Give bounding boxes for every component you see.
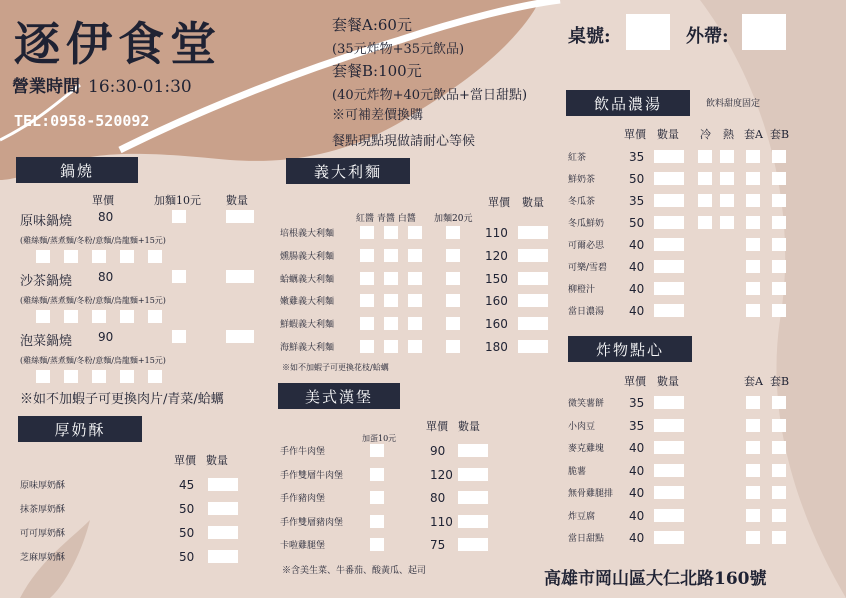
drinks-item-name: 柳橙汁 <box>568 285 596 295</box>
pasta-option-checkbox[interactable] <box>408 272 422 285</box>
hotpot-noodle-checkbox[interactable] <box>92 370 106 383</box>
drinks-item-name: 冬瓜鮮奶 <box>568 219 605 229</box>
snacks-qty-field[interactable] <box>654 396 684 409</box>
pasta-item-price: 160 <box>485 294 508 309</box>
drinks-item-price: 40 <box>629 260 645 274</box>
snacks-qty-field[interactable] <box>654 419 684 432</box>
burger-note: ※含美生菜、牛番茄、酸黃瓜、起司 <box>282 566 427 576</box>
hotpot-noodle-options: (雞絲麵/蒸煮麵/冬粉/意麵/烏龍麵+15元) <box>20 356 166 365</box>
drinks-hot-checkbox[interactable] <box>720 194 734 207</box>
combo-a-detail: (35元炸物+35元飲品) <box>332 42 465 57</box>
hotpot-price-header: 單價 <box>92 194 114 207</box>
drinks-set-a-checkbox[interactable] <box>746 282 760 295</box>
burger-price-header: 單價 <box>426 420 448 433</box>
snacks-item-price: 40 <box>629 486 645 500</box>
toast-item-price: 50 <box>179 502 195 516</box>
drinks-set-a-header: 套A <box>744 128 763 141</box>
pasta-option-checkbox[interactable] <box>360 294 374 307</box>
pasta-item-price: 150 <box>485 271 508 286</box>
pasta-option-checkbox[interactable] <box>408 294 422 307</box>
burger-qty-header: 數量 <box>458 420 480 433</box>
snacks-qty-field[interactable] <box>654 441 684 454</box>
drinks-item-price: 40 <box>629 282 645 296</box>
drinks-set-a-checkbox[interactable] <box>746 194 760 207</box>
burger-qty-field[interactable] <box>458 468 488 481</box>
snacks-item-price: 35 <box>629 396 645 410</box>
takeout-label: 外帶: <box>686 26 729 47</box>
pasta-qty-field[interactable] <box>518 272 548 285</box>
drinks-item-price: 40 <box>629 304 645 318</box>
toast-item-name: 抹茶厚奶酥 <box>20 505 66 515</box>
pasta-price-header: 單價 <box>488 196 510 209</box>
drinks-cold-checkbox[interactable] <box>698 150 712 163</box>
hotpot-noodle-checkbox[interactable] <box>36 250 50 263</box>
snacks-set-b-checkbox[interactable] <box>772 486 786 499</box>
pasta-option-checkbox[interactable] <box>408 226 422 239</box>
drinks-item-name: 紅茶 <box>568 153 587 163</box>
toast-qty-field[interactable] <box>208 502 238 515</box>
hotpot-qty-field[interactable] <box>226 330 254 343</box>
drinks-set-b-checkbox[interactable] <box>772 216 786 229</box>
burger-qty-field[interactable] <box>458 515 488 528</box>
drinks-item-name: 可爾必思 <box>568 241 605 251</box>
snacks-item-price: 40 <box>629 463 645 478</box>
pasta-item-name: 培根義大利麵 <box>280 229 335 239</box>
snacks-set-a-checkbox[interactable] <box>746 419 760 432</box>
burger-header: 美式漢堡 <box>278 383 400 409</box>
pasta-option-checkbox[interactable] <box>384 272 398 285</box>
drinks-item-name: 鮮奶茶 <box>568 175 596 185</box>
burger-qty-field[interactable] <box>458 491 488 504</box>
hotpot-add-noodle-checkbox[interactable] <box>172 210 186 223</box>
drinks-set-a-checkbox[interactable] <box>746 260 760 273</box>
pasta-option-checkbox[interactable] <box>360 226 374 239</box>
drinks-item-name: 當日濃湯 <box>568 307 605 317</box>
drinks-set-b-header: 套B <box>770 128 790 141</box>
burger-item-name: 卡啦雞腿堡 <box>280 541 326 551</box>
drinks-hot-checkbox[interactable] <box>720 172 734 185</box>
snacks-item-name: 當日甜點 <box>568 534 605 544</box>
hotpot-noodle-checkbox[interactable] <box>36 310 50 323</box>
hotpot-item-price: 80 <box>98 270 114 284</box>
hotpot-noodle-checkbox[interactable] <box>92 310 106 323</box>
pasta-option-checkbox[interactable] <box>360 272 374 285</box>
pasta-option-checkbox[interactable] <box>408 340 422 353</box>
snacks-set-b-checkbox[interactable] <box>772 509 786 522</box>
snacks-set-a-header: 套A <box>744 375 763 388</box>
burger-add-egg-checkbox[interactable] <box>370 538 384 551</box>
combo-note-wait: 餐點現點現做請耐心等候 <box>332 134 476 149</box>
snacks-item-name: 無骨雞腿排 <box>568 489 614 499</box>
hotpot-noodle-checkbox[interactable] <box>148 370 162 383</box>
pasta-option-checkbox[interactable] <box>446 226 460 239</box>
pasta-header: 義大利麵 <box>286 158 410 184</box>
burger-item-price: 75 <box>430 538 446 552</box>
drinks-set-b-checkbox[interactable] <box>772 194 786 207</box>
pasta-item-name: 海鮮義大利麵 <box>280 343 335 353</box>
hotpot-item-price: 90 <box>98 330 114 344</box>
drinks-set-a-checkbox[interactable] <box>746 238 760 251</box>
hotpot-noodle-checkbox[interactable] <box>148 250 162 263</box>
drinks-price-header: 單價 <box>624 128 646 141</box>
hotpot-add-noodle-header: 加麵10元 <box>154 194 201 207</box>
hotpot-noodle-checkbox[interactable] <box>64 250 78 263</box>
drinks-set-b-checkbox[interactable] <box>772 150 786 163</box>
hotpot-note: ※如不加蝦子可更換肉片/青菜/蛤蠣 <box>20 392 224 407</box>
toast-qty-field[interactable] <box>208 478 238 491</box>
burger-item-name: 手作雙層豬肉堡 <box>280 517 344 528</box>
burger-item-name: 手作豬肉堡 <box>280 494 326 504</box>
toast-qty-field[interactable] <box>208 526 238 539</box>
burger-add-egg-checkbox[interactable] <box>370 468 384 481</box>
pasta-item-price: 160 <box>485 317 508 332</box>
toast-item-name: 芝麻厚奶酥 <box>20 553 66 563</box>
snacks-header: 炸物點心 <box>568 336 692 362</box>
drinks-set-a-checkbox[interactable] <box>746 216 760 229</box>
toast-item-name: 可可厚奶酥 <box>20 529 66 539</box>
pasta-option-checkbox[interactable] <box>384 340 398 353</box>
pasta-qty-field[interactable] <box>518 340 548 353</box>
pasta-option-checkbox[interactable] <box>384 294 398 307</box>
hotpot-add-noodle-checkbox[interactable] <box>172 330 186 343</box>
hotpot-noodle-checkbox[interactable] <box>64 310 78 323</box>
hotpot-item-name: 原味鍋燒 <box>20 214 73 229</box>
toast-qty-header: 數量 <box>206 454 228 467</box>
hotpot-item-name: 泡菜鍋燒 <box>20 334 73 349</box>
burger-qty-field[interactable] <box>458 444 488 457</box>
hotpot-noodle-checkbox[interactable] <box>120 310 134 323</box>
pasta-item-price: 120 <box>485 248 508 263</box>
pasta-item-price: 110 <box>485 226 508 240</box>
drinks-item-price: 50 <box>629 172 645 186</box>
pasta-qty-field[interactable] <box>518 226 548 239</box>
drinks-set-a-checkbox[interactable] <box>746 172 760 185</box>
combo-b-title: 套餐B:100元 <box>332 62 422 80</box>
pasta-option-checkbox[interactable] <box>408 317 422 330</box>
snacks-qty-field[interactable] <box>654 486 684 499</box>
restaurant-title: 逐伊食堂 <box>14 17 222 71</box>
hotpot-item-name: 沙茶鍋燒 <box>20 274 73 289</box>
hotpot-qty-header: 數量 <box>226 194 248 207</box>
hotpot-noodle-checkbox[interactable] <box>120 370 134 383</box>
drinks-qty-field[interactable] <box>654 172 684 185</box>
snacks-set-a-checkbox[interactable] <box>746 464 760 477</box>
toast-item-price: 50 <box>179 526 195 540</box>
pasta-option-checkbox[interactable] <box>446 294 460 307</box>
drinks-qty-field[interactable] <box>654 282 684 295</box>
drinks-qty-field[interactable] <box>654 238 684 251</box>
drinks-header: 飲品濃湯 <box>566 90 690 116</box>
snacks-item-name: 小肉豆 <box>568 421 596 432</box>
drinks-item-name: 可樂/雪碧 <box>568 263 608 273</box>
pasta-item-name: 蛤蠣義大利麵 <box>280 274 335 285</box>
burger-item-price: 110 <box>430 514 453 529</box>
toast-price-header: 單價 <box>174 454 196 467</box>
pasta-item-price: 180 <box>485 340 508 354</box>
hotpot-noodle-options: (雞絲麵/蒸煮麵/冬粉/意麵/烏龍麵+15元) <box>20 236 166 245</box>
snacks-set-b-checkbox[interactable] <box>772 464 786 477</box>
pasta-sauce-header: 紅醬 青醬 白醬 <box>356 214 416 224</box>
drinks-sugar-note: 飲料甜度固定 <box>706 99 761 109</box>
snacks-set-b-checkbox[interactable] <box>772 396 786 409</box>
toast-item-price: 50 <box>179 550 195 564</box>
hours-value: 16:30-01:30 <box>88 77 192 97</box>
burger-add-egg-checkbox[interactable] <box>370 444 384 457</box>
drinks-qty-field[interactable] <box>654 150 684 163</box>
drinks-item-price: 35 <box>629 150 645 164</box>
snacks-item-price: 40 <box>629 531 645 545</box>
drinks-qty-field[interactable] <box>654 260 684 273</box>
burger-qty-field[interactable] <box>458 538 488 551</box>
snacks-set-b-header: 套B <box>770 375 790 388</box>
table-number-field[interactable] <box>626 14 670 50</box>
snacks-item-name: 麥克雞塊 <box>568 444 605 454</box>
toast-header: 厚奶酥 <box>18 416 142 442</box>
burger-add-egg-checkbox[interactable] <box>370 515 384 528</box>
combo-a-title: 套餐A:60元 <box>332 16 412 34</box>
snacks-item-price: 35 <box>629 418 645 433</box>
pasta-item-name: 嫩雞義大利麵 <box>280 297 335 308</box>
drinks-set-b-checkbox[interactable] <box>772 282 786 295</box>
business-hours <box>12 72 192 97</box>
drinks-hot-checkbox[interactable] <box>720 216 734 229</box>
phone-number: TEL:0958-520092 <box>14 112 150 130</box>
hotpot-item-price: 80 <box>98 210 114 224</box>
burger-add-egg-checkbox[interactable] <box>370 491 384 504</box>
drinks-qty-field[interactable] <box>654 216 684 229</box>
drinks-item-price: 50 <box>629 216 645 230</box>
pasta-option-checkbox[interactable] <box>384 226 398 239</box>
pasta-item-name: 鮮蝦義大利麵 <box>280 320 335 331</box>
burger-item-name: 手作雙層牛肉堡 <box>280 470 344 481</box>
snacks-item-price: 40 <box>629 508 645 523</box>
pasta-note: ※如不加蝦子可更換花枝/蛤蠣 <box>282 363 389 372</box>
pasta-qty-field[interactable] <box>518 249 548 262</box>
pasta-option-checkbox[interactable] <box>446 272 460 285</box>
toast-item-price: 45 <box>179 478 195 492</box>
snacks-item-name: 微笑薯餅 <box>568 399 605 409</box>
hotpot-noodle-checkbox[interactable] <box>64 370 78 383</box>
drinks-set-a-checkbox[interactable] <box>746 150 760 163</box>
pasta-option-checkbox[interactable] <box>446 249 460 262</box>
pasta-qty-header: 數量 <box>522 196 544 209</box>
snacks-set-a-checkbox[interactable] <box>746 396 760 409</box>
hotpot-noodle-checkbox[interactable] <box>92 250 106 263</box>
hotpot-noodle-checkbox[interactable] <box>36 370 50 383</box>
takeout-field[interactable] <box>742 14 786 50</box>
hotpot-noodle-options: (雞絲麵/蒸煮麵/冬粉/意麵/烏龍麵+15元) <box>20 296 166 305</box>
snacks-qty-field[interactable] <box>654 464 684 477</box>
snacks-set-b-checkbox[interactable] <box>772 531 786 544</box>
burger-add-egg-header: 加蛋10元 <box>362 434 397 443</box>
snacks-qty-header: 數量 <box>657 375 679 388</box>
drinks-set-b-checkbox[interactable] <box>772 304 786 317</box>
snacks-item-name: 脆薯 <box>568 466 587 477</box>
drinks-qty-field[interactable] <box>654 304 684 317</box>
hotpot-noodle-checkbox[interactable] <box>148 310 162 323</box>
snacks-set-b-checkbox[interactable] <box>772 419 786 432</box>
pasta-item-name: 燻腸義大利麵 <box>280 251 335 262</box>
address: 高雄市岡山區大仁北路160號 <box>544 569 767 589</box>
pasta-option-checkbox[interactable] <box>408 249 422 262</box>
hotpot-qty-field[interactable] <box>226 270 254 283</box>
drinks-cold-checkbox[interactable] <box>698 194 712 207</box>
hotpot-header: 鍋燒 <box>16 157 138 183</box>
drinks-item-name: 冬瓜茶 <box>568 197 596 207</box>
drinks-set-a-checkbox[interactable] <box>746 304 760 317</box>
burger-item-price: 90 <box>430 444 446 458</box>
drinks-cold-checkbox[interactable] <box>698 216 712 229</box>
toast-qty-field[interactable] <box>208 550 238 563</box>
pasta-qty-field[interactable] <box>518 317 548 330</box>
snacks-qty-field[interactable] <box>654 509 684 522</box>
snacks-set-a-checkbox[interactable] <box>746 509 760 522</box>
table-number-label: 桌號: <box>568 26 611 47</box>
snacks-qty-field[interactable] <box>654 531 684 544</box>
drinks-item-price: 35 <box>629 194 645 208</box>
pasta-add-noodle-header: 加麵20元 <box>434 214 473 224</box>
burger-item-price: 80 <box>430 491 446 505</box>
snacks-set-a-checkbox[interactable] <box>746 531 760 544</box>
drinks-cold-header: 冷 <box>700 128 711 141</box>
combo-b-detail: (40元炸物+40元飲品+當日甜點) <box>332 88 528 103</box>
pasta-option-checkbox[interactable] <box>446 317 460 330</box>
hotpot-add-noodle-checkbox[interactable] <box>172 270 186 283</box>
hotpot-noodle-checkbox[interactable] <box>120 250 134 263</box>
snacks-set-a-checkbox[interactable] <box>746 441 760 454</box>
pasta-option-checkbox[interactable] <box>360 249 374 262</box>
drinks-hot-header: 熱 <box>723 128 734 141</box>
drinks-set-b-checkbox[interactable] <box>772 172 786 185</box>
pasta-option-checkbox[interactable] <box>384 317 398 330</box>
pasta-qty-field[interactable] <box>518 294 548 307</box>
hours-label: 營業時間 <box>12 77 80 97</box>
pasta-option-checkbox[interactable] <box>446 340 460 353</box>
drinks-set-b-checkbox[interactable] <box>772 260 786 273</box>
combo-note-upgrade: ※可補差價換購 <box>332 108 424 123</box>
drinks-cold-checkbox[interactable] <box>698 172 712 185</box>
pasta-option-checkbox[interactable] <box>384 249 398 262</box>
burger-item-name: 手作牛肉堡 <box>280 447 326 457</box>
drinks-set-b-checkbox[interactable] <box>772 238 786 251</box>
pasta-option-checkbox[interactable] <box>360 340 374 353</box>
drinks-item-price: 40 <box>629 238 645 252</box>
drinks-qty-field[interactable] <box>654 194 684 207</box>
snacks-item-name: 炸豆腐 <box>568 511 596 522</box>
toast-item-name: 原味厚奶酥 <box>20 481 66 491</box>
snacks-set-b-checkbox[interactable] <box>772 441 786 454</box>
drinks-qty-header: 數量 <box>657 128 679 141</box>
hotpot-qty-field[interactable] <box>226 210 254 223</box>
pasta-option-checkbox[interactable] <box>360 317 374 330</box>
burger-item-price: 120 <box>430 467 453 482</box>
snacks-set-a-checkbox[interactable] <box>746 486 760 499</box>
snacks-item-price: 40 <box>629 441 645 455</box>
snacks-price-header: 單價 <box>624 375 646 388</box>
drinks-hot-checkbox[interactable] <box>720 150 734 163</box>
